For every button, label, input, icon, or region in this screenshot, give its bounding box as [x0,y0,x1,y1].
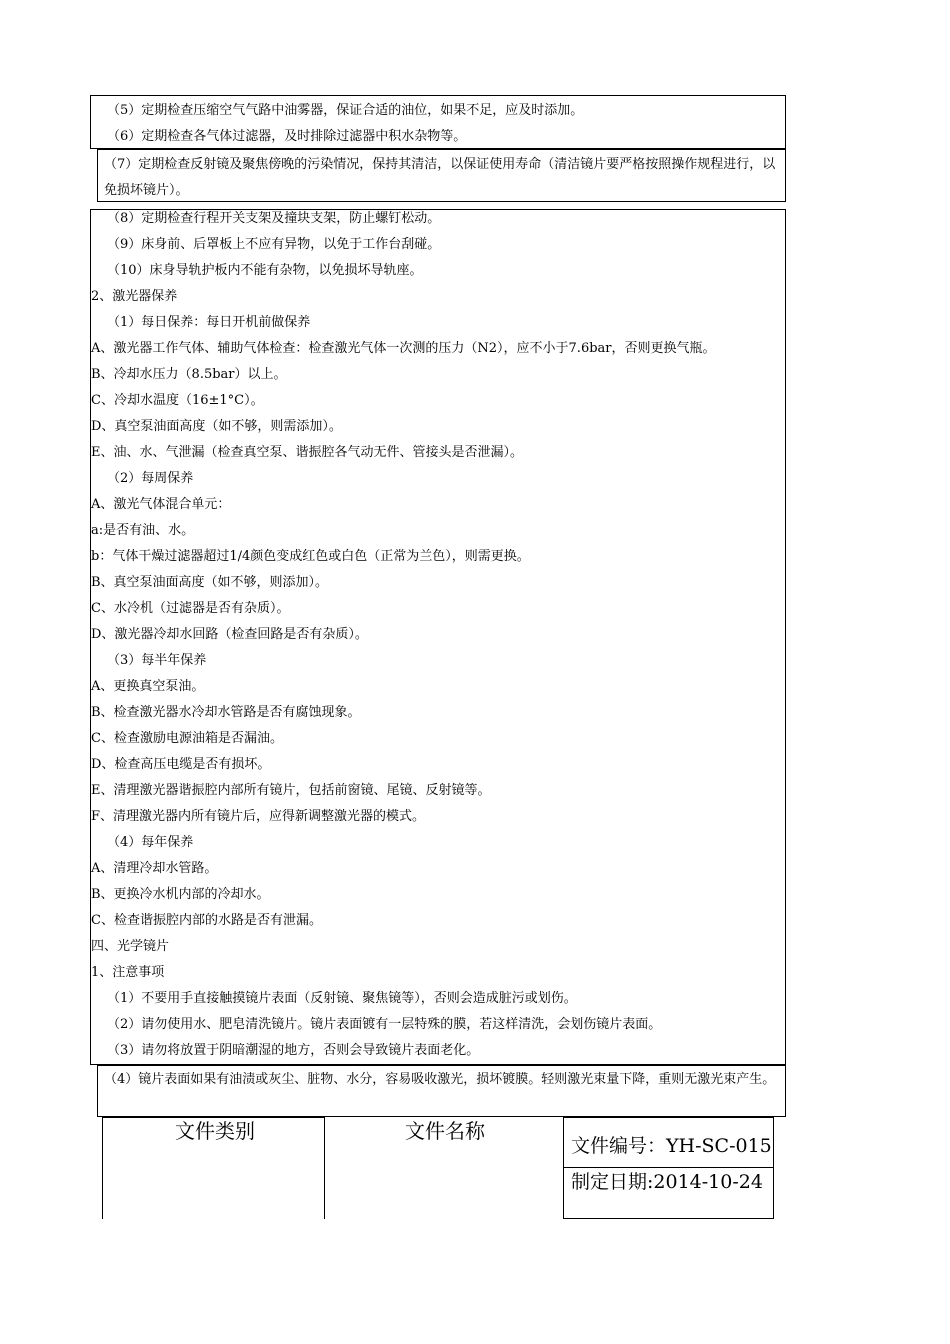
text-line: 四、光学镜片 [91,939,170,954]
text-line: F、清理激光器内所有镜片后，应得新调整激光器的模式。 [91,809,426,824]
text-line: （10）床身导轨护板内不能有杂物，以免损坏导轨座。 [107,263,423,278]
text-line: （5）定期检查压缩空气气路中油雾器，保证合适的油位，如果不足，应及时添加。 [107,103,584,118]
text-line: 2、激光器保养 [91,289,178,304]
text-line: （1）每日保养：每日开机前做保养 [107,315,311,330]
creation-date: 制定日期:2014-10-24 [571,1171,763,1193]
text-line: （4）每年保养 [107,835,194,850]
text-line: C、冷却水温度（16±1°C）。 [91,393,264,408]
text-line: B、检查激光器水冷却水管路是否有腐蚀现象。 [91,705,361,720]
text-line: B、冷却水压力（8.5bar）以上。 [91,367,287,382]
text-line: E、清理激光器谐振腔内部所有镜片，包括前窗镜、尾镜、反射镜等。 [91,783,491,798]
text-line: A、更换真空泵油。 [91,679,205,694]
text-line: C、检查激励电源油箱是否漏油。 [91,731,283,746]
text-line: （2）请勿使用水、肥皂清洗镜片。镜片表面镀有一层特殊的膜，若这样清洗，会划伤镜片表面。 [107,1017,662,1032]
text-line: （3）请勿将放置于阴暗潮湿的地方，否则会导致镜片表面老化。 [107,1043,480,1058]
text-line: D、真空泵油面高度（如不够，则需添加）。 [91,419,342,434]
text-line: （8）定期检查行程开关支架及撞块支架，防止螺钉松动。 [107,211,441,226]
text-line: E、油、水、气泄漏（检查真空泵、谐振腔各气动无件、管接头是否泄漏）。 [91,445,523,460]
text-line: B、真空泵油面高度（如不够，则添加）。 [91,575,329,590]
section-box-2 [97,149,786,202]
text-line: D、检查高压电缆是否有损坏。 [91,757,271,772]
section-box-4 [97,1065,786,1117]
text-line: （6）定期检查各气体过滤器，及时排除过滤器中积水杂物等。 [107,129,467,144]
text-line: C、水冷机（过滤器是否有杂质）。 [91,601,290,616]
text-paragraph: （4）镜片表面如果有油渍或灰尘、脏物、水分，容易吸收激光，损坏镀膜。轻则激光束量下降，重则无激光束产生。 [104,1072,776,1087]
text-line: 1、注意事项 [91,965,165,980]
section-box-1 [90,95,786,149]
file-info-box [563,1117,774,1219]
text-line: （9）床身前、后罩板上不应有异物，以免于工作台刮碰。 [107,237,441,252]
text-line: B、更换冷水机内部的冷却水。 [91,887,270,902]
text-line: A、激光气体混合单元： [91,497,231,512]
footer-left-border [102,1117,103,1219]
footer-divider [324,1117,325,1219]
text-line: （1）不要用手直接触摸镜片表面（反射镜、聚焦镜等），否则会造成脏污或划伤。 [107,991,577,1006]
section-box-3 [90,209,786,1065]
text-line: b：气体干燥过滤器超过1/4颜色变成红色或白色（正常为兰色），则需更换。 [91,549,530,564]
text-paragraph: （7）定期检查反射镜及聚焦傍晚的污染情况，保持其清洁，以保证使用寿命（清洁镜片要严格按照操作规程进行，以免损坏镜片）。 [104,157,776,198]
text-line: D、激光器冷却水回路（检查回路是否有杂质）。 [91,627,368,642]
text-line: A、清理冷却水管路。 [91,861,218,876]
text-line: （2）每周保养 [107,471,194,486]
file-category-label: 文件类别 [175,1119,255,1143]
file-name-label: 文件名称 [405,1119,485,1143]
text-line: A、激光器工作气体、辅助气体检查：检查激光气体一次测的压力（N2），应不小于7.6bar，否则更换气瓶。 [91,341,716,356]
file-number: 文件编号：YH-SC-015 [571,1135,772,1157]
text-line: a:是否有油、水。 [91,523,195,538]
text-line: （3）每半年保养 [107,653,207,668]
text-line: C、检查谐振腔内部的水路是否有泄漏。 [91,913,322,928]
